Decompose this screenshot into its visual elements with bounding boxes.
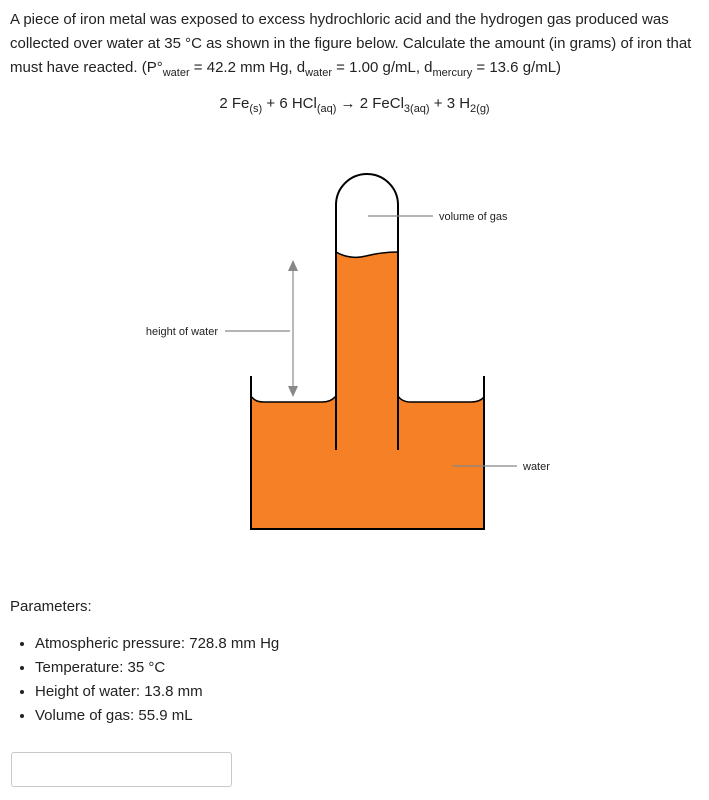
height-arrow-head-up <box>288 260 298 271</box>
parameters-list <box>10 632 279 728</box>
equation-sub-cl: 3 <box>403 103 411 115</box>
beaker-water-surface-right <box>398 396 484 402</box>
parameter-height-of-water: • Height of water: 13.8 mm <box>35 680 279 704</box>
question-text <box>10 8 700 80</box>
equation-fecl: → 2 FeCl <box>336 95 404 112</box>
equation-hcl: + 6 HCl <box>262 95 317 112</box>
equation-state-h2: (g) <box>476 103 490 115</box>
height-arrow-head-down <box>288 386 298 397</box>
equation-h: + 3 H <box>429 95 471 112</box>
subscript-water: water <box>162 67 190 79</box>
equation-state-fe: (s) <box>249 103 263 115</box>
gas-collection-figure <box>0 150 709 550</box>
question-part-4: = 13.6 g/mL) <box>472 59 562 76</box>
equation-fe: 2 Fe <box>219 95 250 112</box>
parameters-heading: Parameters: <box>10 598 92 615</box>
tube-water <box>336 252 398 528</box>
parameter-temperature: • Temperature: 35 °C <box>35 656 279 680</box>
question-part-3: = 1.00 g/mL, d <box>332 59 433 76</box>
equation-sub-h2: 2 <box>470 103 477 115</box>
subscript-water: water <box>305 67 333 79</box>
parameter-volume-of-gas: • Volume of gas: 55.9 mL <box>35 704 279 728</box>
label-water: water <box>523 461 550 473</box>
parameter-atmospheric-pressure: • Atmospheric pressure: 728.8 mm Hg <box>35 632 279 656</box>
beaker-water-surface-left <box>252 396 336 402</box>
gas-collection-diagram <box>0 150 709 550</box>
answer-input[interactable] <box>11 752 232 787</box>
label-height-of-water: height of water <box>145 326 218 338</box>
reaction-equation <box>0 92 709 116</box>
question-part-1: A piece of iron metal was exposed to excess hydrochloric acid and the hydrogen gas produced was collected over water at 35 °C as shown in the figure below. Calculate the amount (in grams) of iron that must have reacted. (P° <box>10 11 692 76</box>
label-volume-of-gas: volume of gas <box>439 211 508 223</box>
subscript-mercury: mercury <box>432 67 473 79</box>
equation-state-fecl3: (aq) <box>410 103 430 115</box>
question-part-2: = 42.2 mm Hg, d <box>189 59 306 76</box>
equation-state-hcl: (aq) <box>316 103 337 115</box>
